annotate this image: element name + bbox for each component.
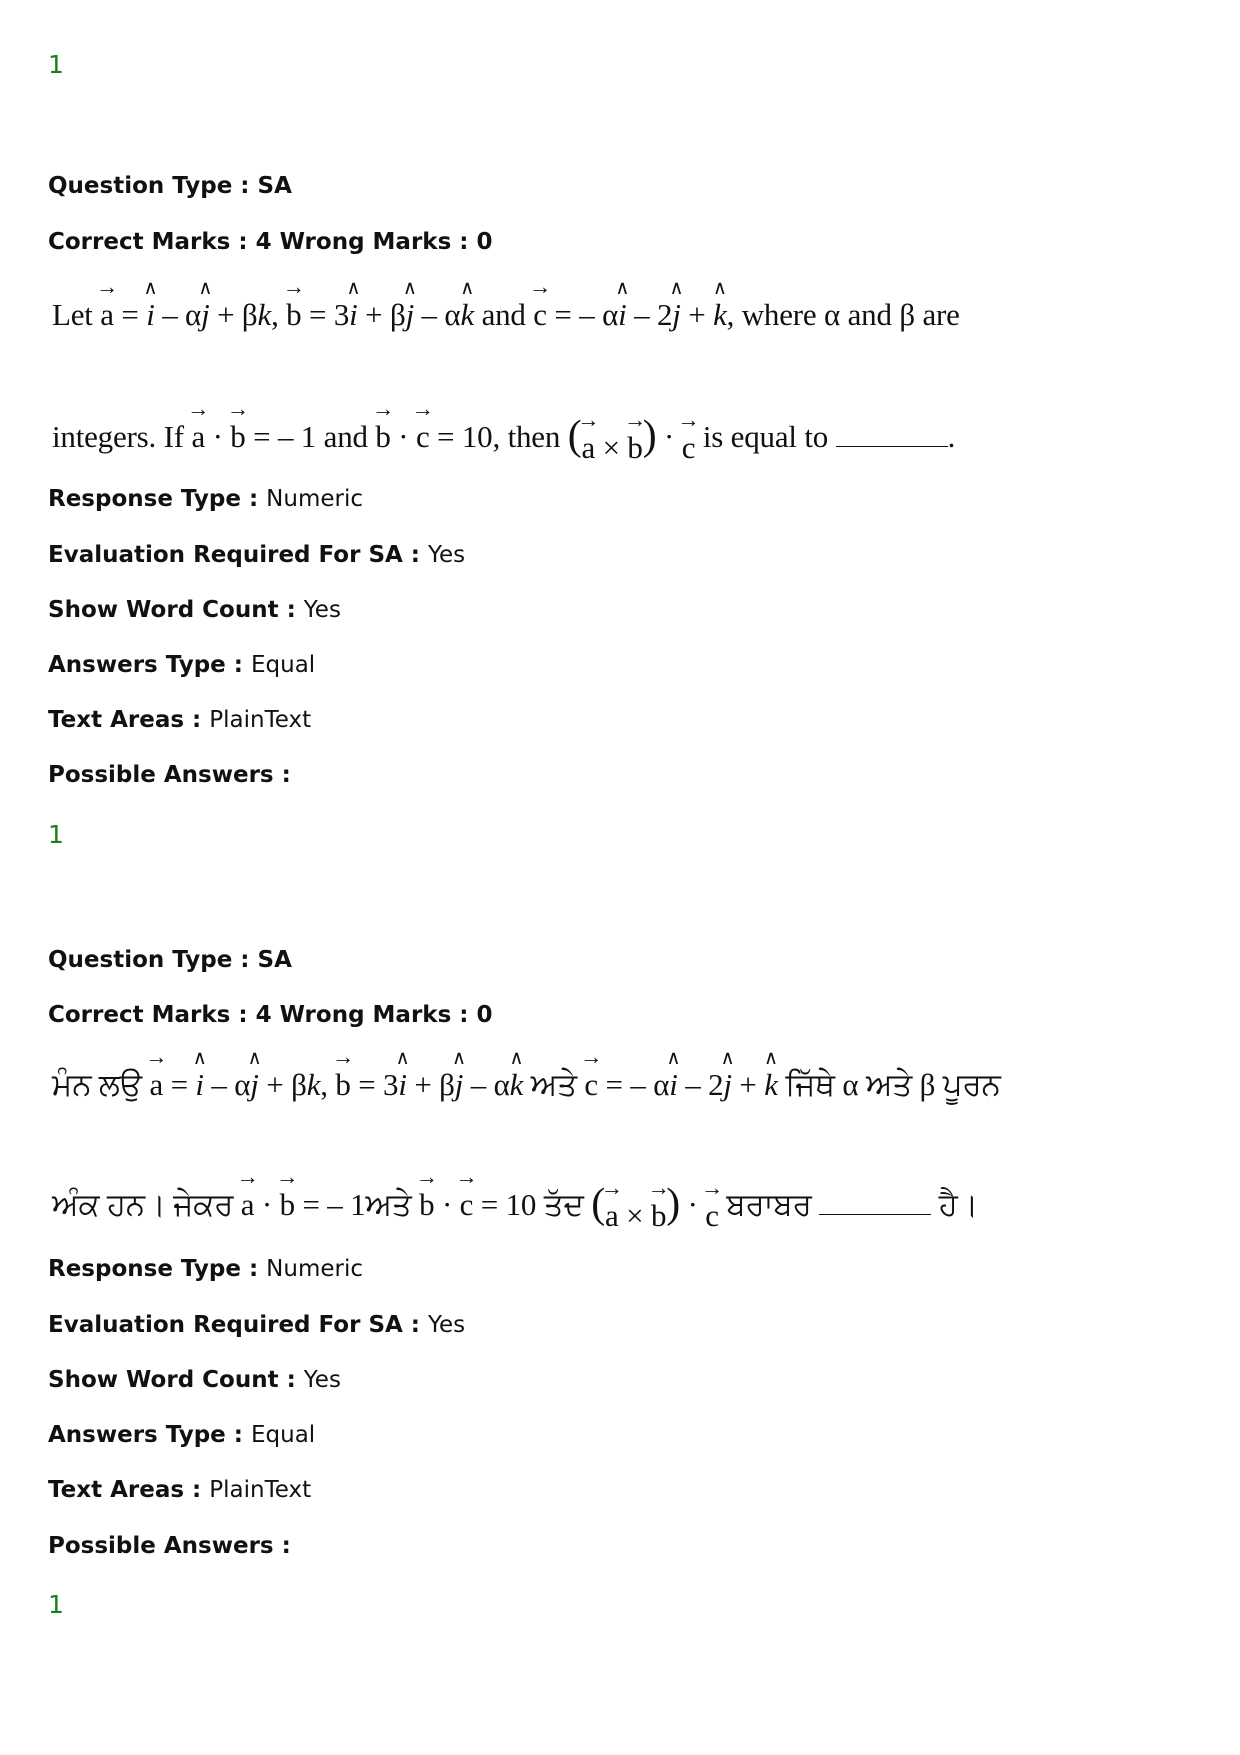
question-type-label: Question Type : [48,173,258,199]
text-let-pa: ਮੰਨ ਲਉ [52,1067,142,1102]
text-is-equal-to-pa: ਬਰਾਬਰ [726,1186,812,1222]
wrong-marks-value: 0 [476,229,493,255]
show-word-count-value: Yes [303,597,341,623]
response-type-value: Numeric [266,486,364,512]
text-let: Let [52,297,93,332]
wrong-marks-label: Wrong Marks : [271,229,477,255]
answers-type-value-2: Equal [250,1422,316,1448]
text-is-equal-to: is equal to [702,418,829,454]
question-type-value: SA [257,173,292,199]
possible-answers-label-2: Possible Answers : [48,1533,291,1559]
correct-marks-value: 4 [255,229,272,255]
response-type-value-2: Numeric [266,1256,364,1282]
text-where: , where α and β are [726,297,960,332]
evaluation-required-field-2 [48,1312,465,1338]
text-then-pa: ਤੱਦ [543,1186,584,1222]
possible-answer-value: 1 [48,820,64,849]
text-and: and [481,297,526,332]
wrong-marks-value-2: 0 [476,1002,493,1028]
show-word-count-label-2: Show Word Count : [48,1367,304,1393]
question-text-line-1: Let → a = ∧ i – α∧ j + βk, → b = 3∧ i + β∧ j – α∧ k and → c = – α∧ i – 2∧ j + ∧ k, where α and β are [52,297,960,333]
text-areas-value: PlainText [209,707,312,733]
answer-blank-pa [819,1186,931,1215]
text-integers-if-pa: ਅੰਕ ਹਨ। ਜੇਕਰ [52,1186,234,1222]
marks-field [48,229,493,255]
possible-answers-field [48,762,291,788]
show-word-count-field-2 [48,1367,341,1393]
response-type-field-2 [48,1256,363,1282]
possible-answers-field-2 [48,1533,291,1559]
response-type-label: Response Type : [48,486,267,512]
evaluation-required-value: Yes [428,542,466,568]
question-text-line-2-pa: ਅੰਕ ਹਨ। ਜੇਕਰ → a · → b = – 1ਅਤੇ → b · → c = 10 ਤੱਦ (→ a × → b) · → c ਬਰਾਬਰ ਹੈ। [52,1186,978,1234]
text-end-pa: ਹੈ। [938,1186,979,1222]
text-areas-label: Text Areas : [48,707,210,733]
text-areas-value-2: PlainText [209,1477,312,1503]
evaluation-required-label: Evaluation Required For SA : [48,542,429,568]
text-integers-if: integers. If [52,418,184,454]
evaluation-required-label-2: Evaluation Required For SA : [48,1312,429,1338]
answers-type-label: Answers Type : [48,652,251,678]
text-then: , then [492,418,561,454]
response-type-label-2: Response Type : [48,1256,267,1282]
possible-answers-label: Possible Answers : [48,762,291,788]
text-areas-field [48,707,311,733]
answers-type-label-2: Answers Type : [48,1422,251,1448]
answers-type-field [48,652,315,678]
correct-marks-label-2: Correct Marks : [48,1002,256,1028]
text-where-pa: ਜਿੱਥੇ α ਅਤੇ β ਪੂਰਨ [785,1067,1001,1102]
evaluation-required-field [48,542,465,568]
marks-field-2 [48,1002,493,1028]
text-and-pa: ਅਤੇ [530,1067,577,1102]
text-areas-label-2: Text Areas : [48,1477,210,1503]
answers-type-value: Equal [250,652,316,678]
question-text-line-2: integers. If → a · → b = – 1 and → b · → c = 10, then (→ a × → b) · → c is equal to . [52,418,955,466]
question-text-line-1-pa: ਮੰਨ ਲਉ → a = ∧ i – α∧ j + βk, → b = 3∧ i + β∧ j – α∧ k ਅਤੇ → c = – α∧ i – 2∧ j + ∧ k ਜਿੱਥੇ α ਅਤੇ β ਪੂਰਨ [52,1067,1001,1104]
question-type-field [48,173,292,199]
question-number: 1 [48,50,64,79]
answers-type-field-2 [48,1422,315,1448]
text-and-2: and [323,418,368,454]
text-and-2-pa: ਅਤੇ [365,1186,412,1222]
question-type-value-2: SA [257,947,292,973]
possible-answer-value-2: 1 [48,1590,64,1619]
correct-marks-label: Correct Marks : [48,229,256,255]
wrong-marks-label-2: Wrong Marks : [271,1002,477,1028]
evaluation-required-value-2: Yes [428,1312,466,1338]
show-word-count-field [48,597,341,623]
question-type-label-2: Question Type : [48,947,258,973]
question-type-field-2 [48,947,292,973]
answer-blank [836,418,948,447]
text-end: . [947,418,956,454]
show-word-count-value-2: Yes [303,1367,341,1393]
correct-marks-value-2: 4 [255,1002,272,1028]
show-word-count-label: Show Word Count : [48,597,304,623]
text-areas-field-2 [48,1477,311,1503]
response-type-field [48,486,363,512]
